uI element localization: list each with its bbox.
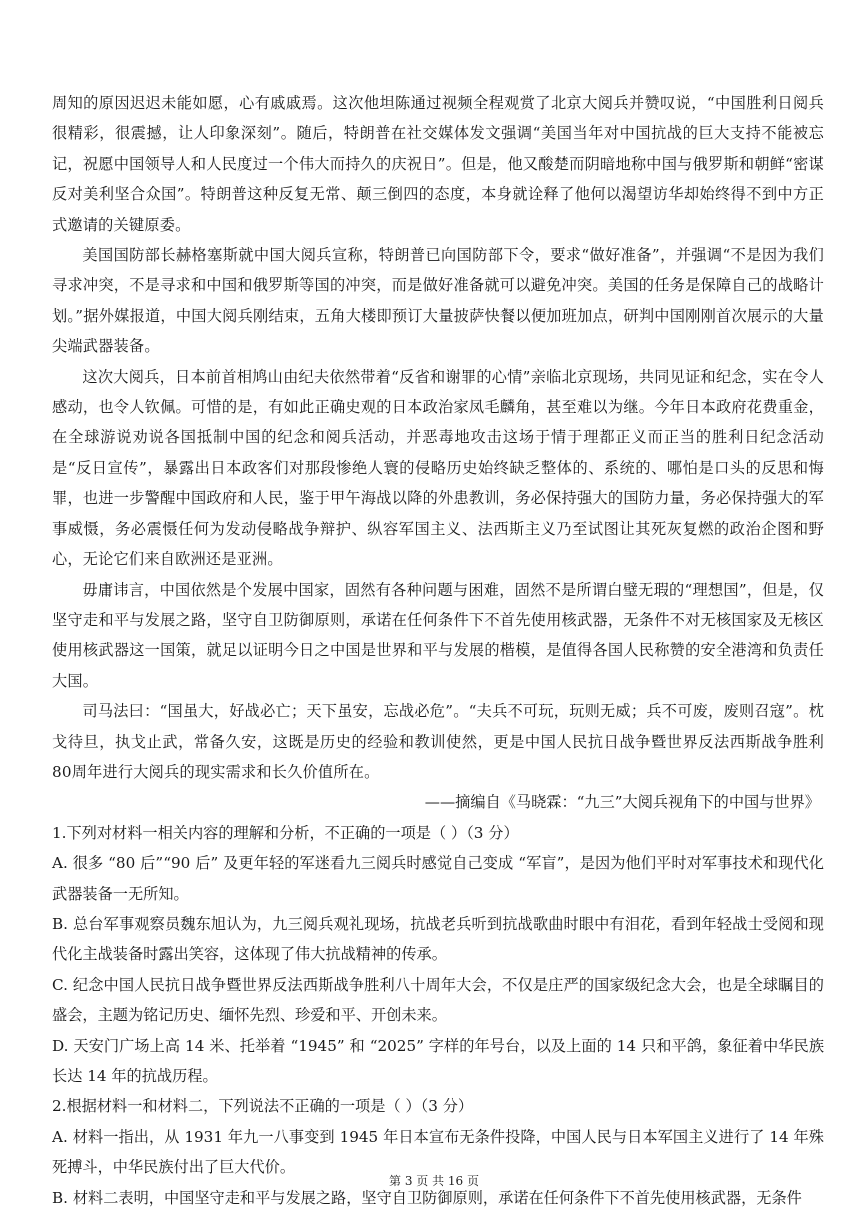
paragraph-3: 这次大阅兵，日本前首相鸠山由纪夫依然带着“反省和谢罪的心情”亲临北京现场，共同见证和纪念，实在令人感动，也令人钦佩。可惜的是，有如此正确史观的日本政治家凤毛麟角，甚至难以为继。今年日本政府花费重金，在全球游说劝说各国抵制中国的纪念和阅兵活动，并恶毒地攻击这场于情于理都正义而正当的胜利日纪念活动是“反日宣传”，暴露出日本政客们对那段惨绝人寰的侵略历史始终缺乏整体的、系统的、哪怕是口头的反思和悔罪，也进一步警醒中国政府和人民，鉴于甲午海战以降的外患教训，务必保持强大的国防力量，务必保持强大的军事威慑，务必震慑任何为发动侵略战争辩护、纵容军国主义、法西斯主义乃至试图让其死灰复燃的政治企图和野心，无论它们来自欧洲还是亚洲。: [52, 367, 824, 569]
paragraph-2: 美国国防部长赫格塞斯就中国大阅兵宣称，特朗普已向国防部下令，要求“做好准备”，并强调“不是因为我们寻求冲突，不是寻求和中国和俄罗斯等国的冲突，而是做好准备就可以避免冲突。美国的任务是保障自己的战略计划。”据外媒报道，中国大阅兵刚结束，五角大楼即预订大量披萨快餐以便加班加点，研判中国刚刚首次展示的大量尖端武器装备。: [52, 246, 824, 356]
question-1-option-b: B. 总台军事观察员魏东旭认为，九三阅兵观礼现场，抗战老兵听到抗战歌曲时眼中有泪花，看到年轻战士受阅和现代化主战装备时露出笑容，这体现了伟大抗战精神的传承。: [52, 914, 824, 964]
question-1-option-a: A. 很多 “80 后”“90 后” 及更年轻的军迷看九三阅兵时感觉自己变成 “军盲”，是因为他们平时对军事技术和现代化武器装备一无所知。: [52, 854, 824, 903]
question-1-option-d: D. 天安门广场上高 14 米、托举着 “1945” 和 “2025” 字样的年号台，以及上面的 14 只和平鸽，象征着中华民族长达 14 年的抗战历程。: [52, 1036, 824, 1085]
paragraph-1: 周知的原因迟迟未能如愿，心有戚戚焉。这次他坦陈通过视频全程观赏了北京大阅兵并赞叹说，“中国胜利日阅兵很精彩，很震撼，让人印象深刻”。随后，特朗普在社交媒体发文强调“美国当年对中国抗战的巨大支持不能被忘记，祝愿中国领导人和人民度过一个伟大而持久的庆祝日”。但是，他又酸楚而阴暗地称中国与俄罗斯和朝鲜“密谋反对美利坚合众国”。特朗普这种反复无常、颠三倒四的态度，本身就诠释了他何以渴望访华却始终得不到中方正式邀请的关键原委。: [52, 94, 824, 234]
paragraph-4: 毋庸讳言，中国依然是个发展中国家，固然有各种问题与困难，固然不是所谓白璧无瑕的“理想国”，但是，仅坚守走和平与发展之路，坚守自卫防御原则，承诺在任何条件下不首先使用核武器，无条件不对无核国家及无核区使用核武器这一国策，就足以证明今日之中国是世界和平与发展的楷模，是值得各国人民称赞的安全港湾和负责任大国。: [52, 580, 824, 690]
question-2-option-b: B. 材料二表明，中国坚守走和平与发展之路，坚守自卫防御原则，承诺在任何条件下不首先使用核武器，无条件: [52, 1188, 802, 1207]
page-number: 第 3 页 共 16 页: [389, 1174, 479, 1188]
source-citation: ——摘编自《马晓霖：“九三”大阅兵视角下的中国与世界》: [424, 793, 820, 812]
question-2-stem: 2.根据材料一和材料二，下列说法不正确的一项是（ ）（3 分）: [52, 1097, 474, 1116]
paragraph-5: 司马法曰：“国虽大，好战必亡；天下虽安，忘战必危”。“夫兵不可玩，玩则无威；兵不可废，废则召寇”。枕戈待旦，执戈止武，常备久安，这既是历史的经验和教训使然，更是中国人民抗日战争暨世界反法西斯战争胜利80周年进行大阅兵的现实需求和长久价值所在。: [52, 702, 824, 781]
question-1-option-c: C. 纪念中国人民抗日战争暨世界反法西斯战争胜利八十周年大会，不仅是庄严的国家级纪念大会，也是全球瞩目的盛会，主题为铭记历史、缅怀先烈、珍爱和平、开创未来。: [52, 975, 824, 1025]
document-body: [52, 88, 824, 1213]
question-2-option-a: A. 材料一指出，从 1931 年九一八事变到 1945 年日本宣布无条件投降，中国人民与日本军国主义进行了 14 年殊死搏斗，中华民族付出了巨大代价。: [52, 1127, 824, 1177]
question-1-stem: 1.下列对材料一相关内容的理解和分析，不正确的一项是（ ）（3 分）: [52, 823, 519, 842]
